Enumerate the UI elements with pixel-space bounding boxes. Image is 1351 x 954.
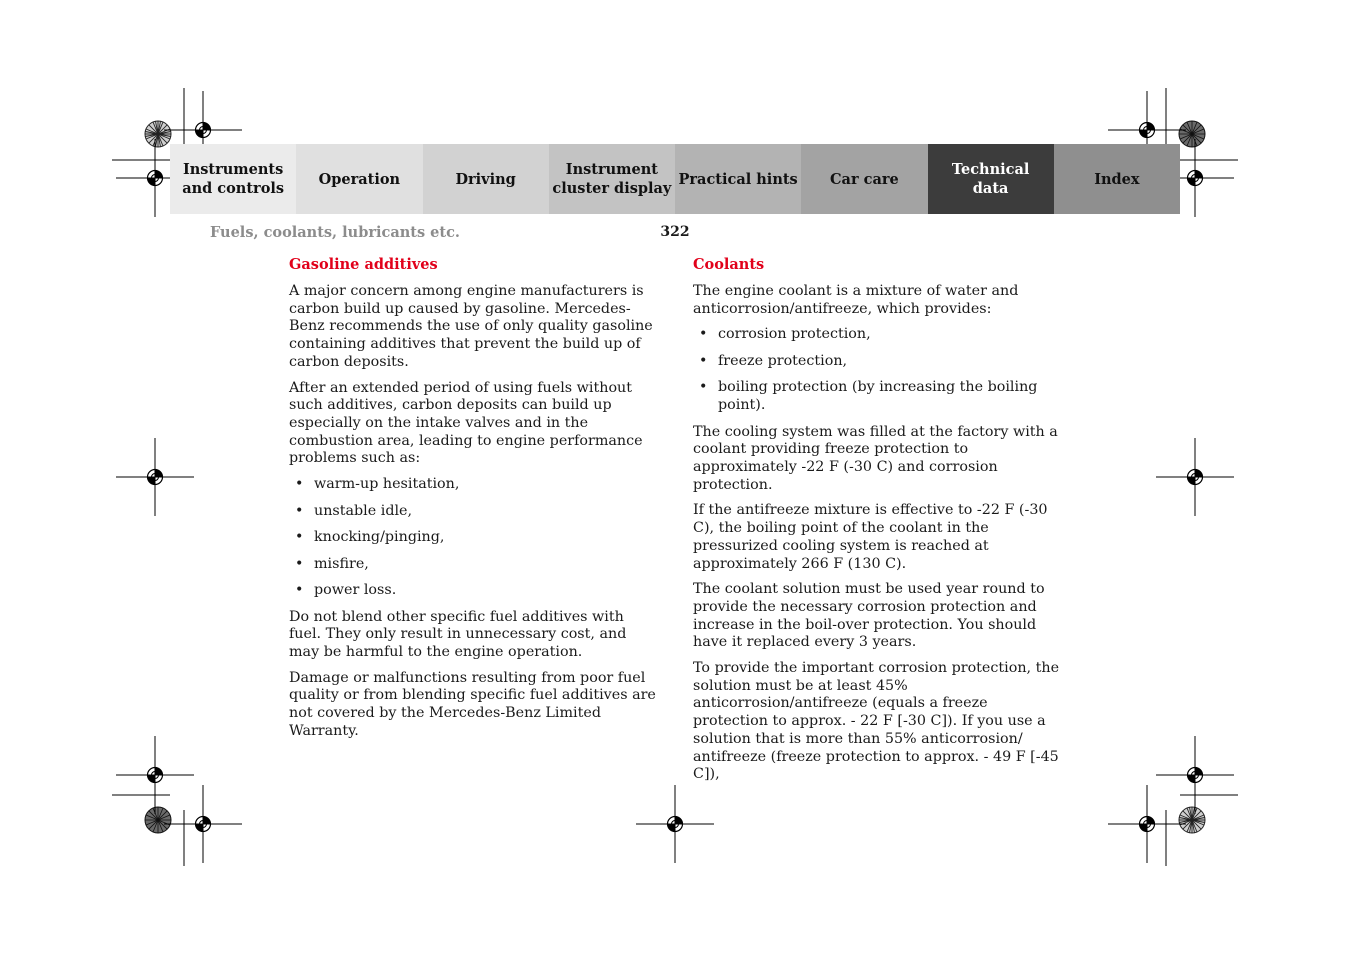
list-item: • warm-up hesitation, (289, 476, 659, 494)
paragraph: The cooling system was filled at the factory with a coolant providing freeze protection to approximately -22 F (-30 C) and corrosion protection. (693, 423, 1058, 493)
paragraph: The coolant solution must be used year round to provide the necessary corrosion protection and increase in the boil-over protection. You should have it replaced every 3 years. (693, 581, 1045, 651)
page-number: 322 (660, 224, 690, 240)
tab-driving[interactable]: Driving (423, 144, 549, 214)
problem-list (289, 476, 659, 600)
list-item: • knocking/pinging, (289, 529, 659, 547)
list-item: • freeze protection, (693, 353, 1063, 371)
list-item: • corrosion protection, (693, 326, 1063, 344)
list-item: • boiling protection (by increasing the boiling point). (693, 379, 1063, 414)
tab-technical-data[interactable]: Technical data (928, 144, 1054, 214)
tab-instrument-cluster-display[interactable]: Instrument cluster display (549, 144, 675, 214)
protection-list (693, 326, 1063, 414)
tab-instruments-and-controls[interactable]: Instruments and controls (170, 144, 296, 214)
paragraph: A major concern among engine manufacturers is carbon build up caused by gasoline. Mercedes-Benz recommends the use of only quality gasoline containing additives that prevent the build up of carbon deposits. (289, 283, 653, 370)
paragraph: Do not blend other specific fuel additives with fuel. They only result in unnecessary cost, and may be harmful to the engine operation. (289, 608, 627, 660)
gasoline-additives-section (289, 255, 659, 748)
tab-operation[interactable]: Operation (296, 144, 422, 214)
section-heading: Coolants (693, 256, 765, 273)
list-item: • power loss. (289, 582, 659, 600)
paragraph: To provide the important corrosion protection, the solution must be at least 45% anticorrosion/antifreeze (equals a freeze protection to approx. - 22 F [-30 C]). If you use a solution that is more than 55% anticorrosion/ antifreeze (freeze protection to approx. - 49 F [-45 C]), (693, 660, 1060, 783)
paragraph: Damage or malfunctions resulting from poor fuel quality or from blending specific fuel additives are not covered by the Mercedes-Benz Limited Warranty. (289, 669, 656, 739)
tab-car-care[interactable]: Car care (801, 144, 927, 214)
section-title: Fuels, coolants, lubricants etc. (210, 224, 460, 241)
paragraph: After an extended period of using fuels without such additives, carbon deposits can build up especially on the intake valves and in the combustion area, leading to engine performance problems such as: (289, 379, 643, 467)
chapter-tab-bar (170, 144, 1180, 214)
list-item: • unstable idle, (289, 503, 659, 521)
paragraph: The engine coolant is a mixture of water and anticorrosion/antifreeze, which provides: (693, 283, 1019, 317)
coolants-section (693, 255, 1063, 792)
section-heading: Gasoline additives (289, 256, 438, 273)
tab-practical-hints[interactable]: Practical hints (675, 144, 801, 214)
tab-index[interactable]: Index (1054, 144, 1180, 214)
paragraph: If the antifreeze mixture is effective to -22 F (-30 C), the boiling point of the coolant in the pressurized cooling system is reached at approximately 266 F (130 C). (693, 502, 1048, 572)
list-item: • misfire, (289, 556, 659, 574)
